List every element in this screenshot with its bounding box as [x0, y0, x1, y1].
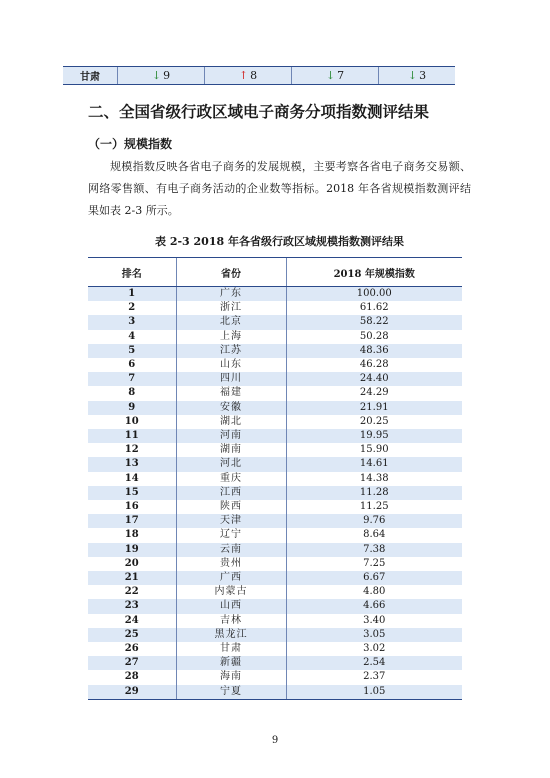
index-value-cell: 21.91	[286, 401, 462, 415]
index-value-cell: 14.38	[286, 472, 462, 486]
table-row	[88, 599, 462, 613]
table-row	[88, 472, 462, 486]
rank-cell: 12	[124, 444, 139, 456]
rank-cell: 18	[124, 529, 139, 541]
rank-cell: 8	[128, 387, 136, 399]
table-row	[88, 500, 462, 514]
change-value: 3	[419, 69, 427, 82]
table-row	[88, 670, 462, 684]
table-row	[88, 457, 462, 471]
table-row	[88, 315, 462, 329]
province-cell: 山西	[176, 599, 286, 613]
rank-cell: 2	[128, 302, 136, 314]
rank-cell: 25	[88, 628, 176, 642]
province-cell: 云南	[176, 543, 286, 557]
index-value-cell: 1.05	[286, 685, 462, 700]
province-cell: 黑龙江	[176, 628, 286, 642]
province-cell: 重庆	[176, 472, 286, 486]
rank-cell: 1	[88, 287, 176, 302]
province-cell: 河南	[176, 429, 286, 443]
table-row	[88, 656, 462, 670]
index-value-cell: 6.67	[286, 571, 462, 585]
page-number: 9	[271, 735, 279, 746]
table-caption: 表 2-3 2018 年各省级行政区域规模指数测评结果	[155, 235, 404, 248]
rank-cell: 29	[88, 685, 176, 700]
subsection-heading: （一）规模指数	[88, 137, 173, 151]
index-value-cell: 58.22	[286, 315, 462, 329]
rank-cell: 16	[124, 501, 139, 513]
index-value-cell: 14.61	[286, 457, 462, 471]
index-value-cell: 24.29	[286, 386, 462, 400]
table-row	[88, 386, 462, 400]
index-value-cell: 15.90	[286, 443, 462, 457]
index-value-cell: 2.37	[286, 670, 462, 684]
table-row	[88, 571, 462, 585]
table-row	[88, 628, 462, 642]
header-index: 2018 年规模指数	[286, 258, 462, 287]
province-cell: 吉林	[176, 614, 286, 628]
table-row	[88, 429, 462, 443]
province-cell: 广西	[176, 571, 286, 585]
table-row	[88, 372, 462, 386]
ranking-table	[88, 257, 462, 700]
index-value-cell: 19.95	[286, 429, 462, 443]
rank-cell: 13	[88, 457, 176, 471]
rank-cell: 20	[124, 557, 139, 569]
province-cell: 新疆	[176, 656, 286, 670]
rank-cell: 24	[124, 614, 139, 626]
section-heading: 二、全国省级行政区域电子商务分项指数测评结果	[88, 102, 430, 121]
rank-cell: 28	[124, 671, 139, 683]
province-cell: 海南	[176, 670, 286, 684]
change-value: 8	[250, 69, 258, 82]
rank-cell: 14	[124, 472, 139, 484]
province-cell: 湖北	[176, 415, 286, 429]
rank-cell: 15	[88, 486, 176, 500]
rank-cell: 4	[128, 330, 136, 342]
body-paragraph: 规模指数反映各省电子商务的发展规模，主要考察各省电子商务交易额、网络零售额、有电子商务活动的企业数等指标。2018 年各省规模指数测评结果如表 2-3 所示。	[88, 160, 471, 217]
table-row	[88, 585, 462, 599]
table-row	[88, 415, 462, 429]
rank-cell: 21	[88, 571, 176, 585]
province-cell: 陕西	[176, 500, 286, 514]
rank-cell: 17	[88, 514, 176, 528]
index-value-cell: 48.36	[286, 344, 462, 358]
province-cell: 辽宁	[176, 528, 286, 542]
arrow-down-icon: ↓	[325, 69, 336, 82]
index-value-cell: 7.25	[286, 557, 462, 571]
table-row	[88, 486, 462, 500]
province-cell: 内蒙古	[176, 585, 286, 599]
province-cell: 天津	[176, 514, 286, 528]
change-cell-1	[118, 67, 205, 84]
table-row	[88, 528, 462, 542]
province-cell: 江苏	[176, 344, 286, 358]
index-value-cell: 2.54	[286, 656, 462, 670]
province-cell: 河北	[176, 457, 286, 471]
province-cell: 广东	[176, 287, 286, 302]
previous-table-last-row	[63, 66, 455, 85]
index-value-cell: 50.28	[286, 330, 462, 344]
table-row	[88, 301, 462, 315]
index-value-cell: 100.00	[286, 287, 462, 302]
rank-cell: 7	[88, 372, 176, 386]
rank-cell: 3	[88, 315, 176, 329]
province-cell: 宁夏	[176, 685, 286, 700]
province-cell: 山东	[176, 358, 286, 372]
index-value-cell: 9.76	[286, 514, 462, 528]
rank-cell: 23	[88, 599, 176, 613]
table-header-row	[88, 258, 462, 287]
table-row	[88, 443, 462, 457]
table-row	[88, 358, 462, 372]
table-row	[88, 543, 462, 557]
header-province: 省份	[176, 258, 286, 287]
rank-cell: 26	[124, 643, 139, 655]
index-value-cell: 46.28	[286, 358, 462, 372]
index-value-cell: 20.25	[286, 415, 462, 429]
province-cell: 北京	[176, 315, 286, 329]
rank-cell: 5	[88, 344, 176, 358]
table-row	[88, 642, 462, 656]
index-value-cell: 4.80	[286, 585, 462, 599]
index-value-cell: 11.28	[286, 486, 462, 500]
table-row	[88, 287, 462, 302]
table-row	[88, 330, 462, 344]
province-cell: 浙江	[176, 301, 286, 315]
province-cell: 福建	[176, 386, 286, 400]
change-cell-2	[205, 67, 292, 84]
table-row	[88, 614, 462, 628]
table-row	[88, 514, 462, 528]
arrow-down-icon: ↓	[151, 69, 162, 82]
province-cell: 甘肃	[63, 67, 118, 84]
index-value-cell: 61.62	[286, 301, 462, 315]
index-value-cell: 8.64	[286, 528, 462, 542]
province-cell: 江西	[176, 486, 286, 500]
rank-cell: 19	[88, 543, 176, 557]
rank-cell: 22	[124, 586, 139, 598]
index-value-cell: 3.40	[286, 614, 462, 628]
rank-cell: 6	[128, 359, 136, 371]
index-value-cell: 3.05	[286, 628, 462, 642]
change-cell-3	[292, 67, 379, 84]
index-value-cell: 3.02	[286, 642, 462, 656]
rank-cell: 11	[88, 429, 176, 443]
table-row	[88, 401, 462, 415]
province-cell: 上海	[176, 330, 286, 344]
arrow-down-icon: ↓	[407, 69, 418, 82]
index-value-cell: 4.66	[286, 599, 462, 613]
province-cell: 甘肃	[176, 642, 286, 656]
header-rank: 排名	[88, 258, 176, 287]
index-value-cell: 24.40	[286, 372, 462, 386]
province-cell: 贵州	[176, 557, 286, 571]
change-value: 9	[163, 69, 171, 82]
table-row	[88, 344, 462, 358]
change-value: 7	[337, 69, 345, 82]
table-row	[88, 557, 462, 571]
change-cell-4	[379, 67, 455, 84]
province-cell: 安徽	[176, 401, 286, 415]
province-cell: 四川	[176, 372, 286, 386]
index-value-cell: 7.38	[286, 543, 462, 557]
arrow-up-icon: ↑	[238, 69, 249, 82]
province-cell: 湖南	[176, 443, 286, 457]
table-body	[88, 287, 462, 700]
rank-cell: 10	[124, 415, 139, 427]
table-row	[88, 685, 462, 700]
rank-cell: 27	[88, 656, 176, 670]
index-value-cell: 11.25	[286, 500, 462, 514]
rank-cell: 9	[88, 401, 176, 415]
